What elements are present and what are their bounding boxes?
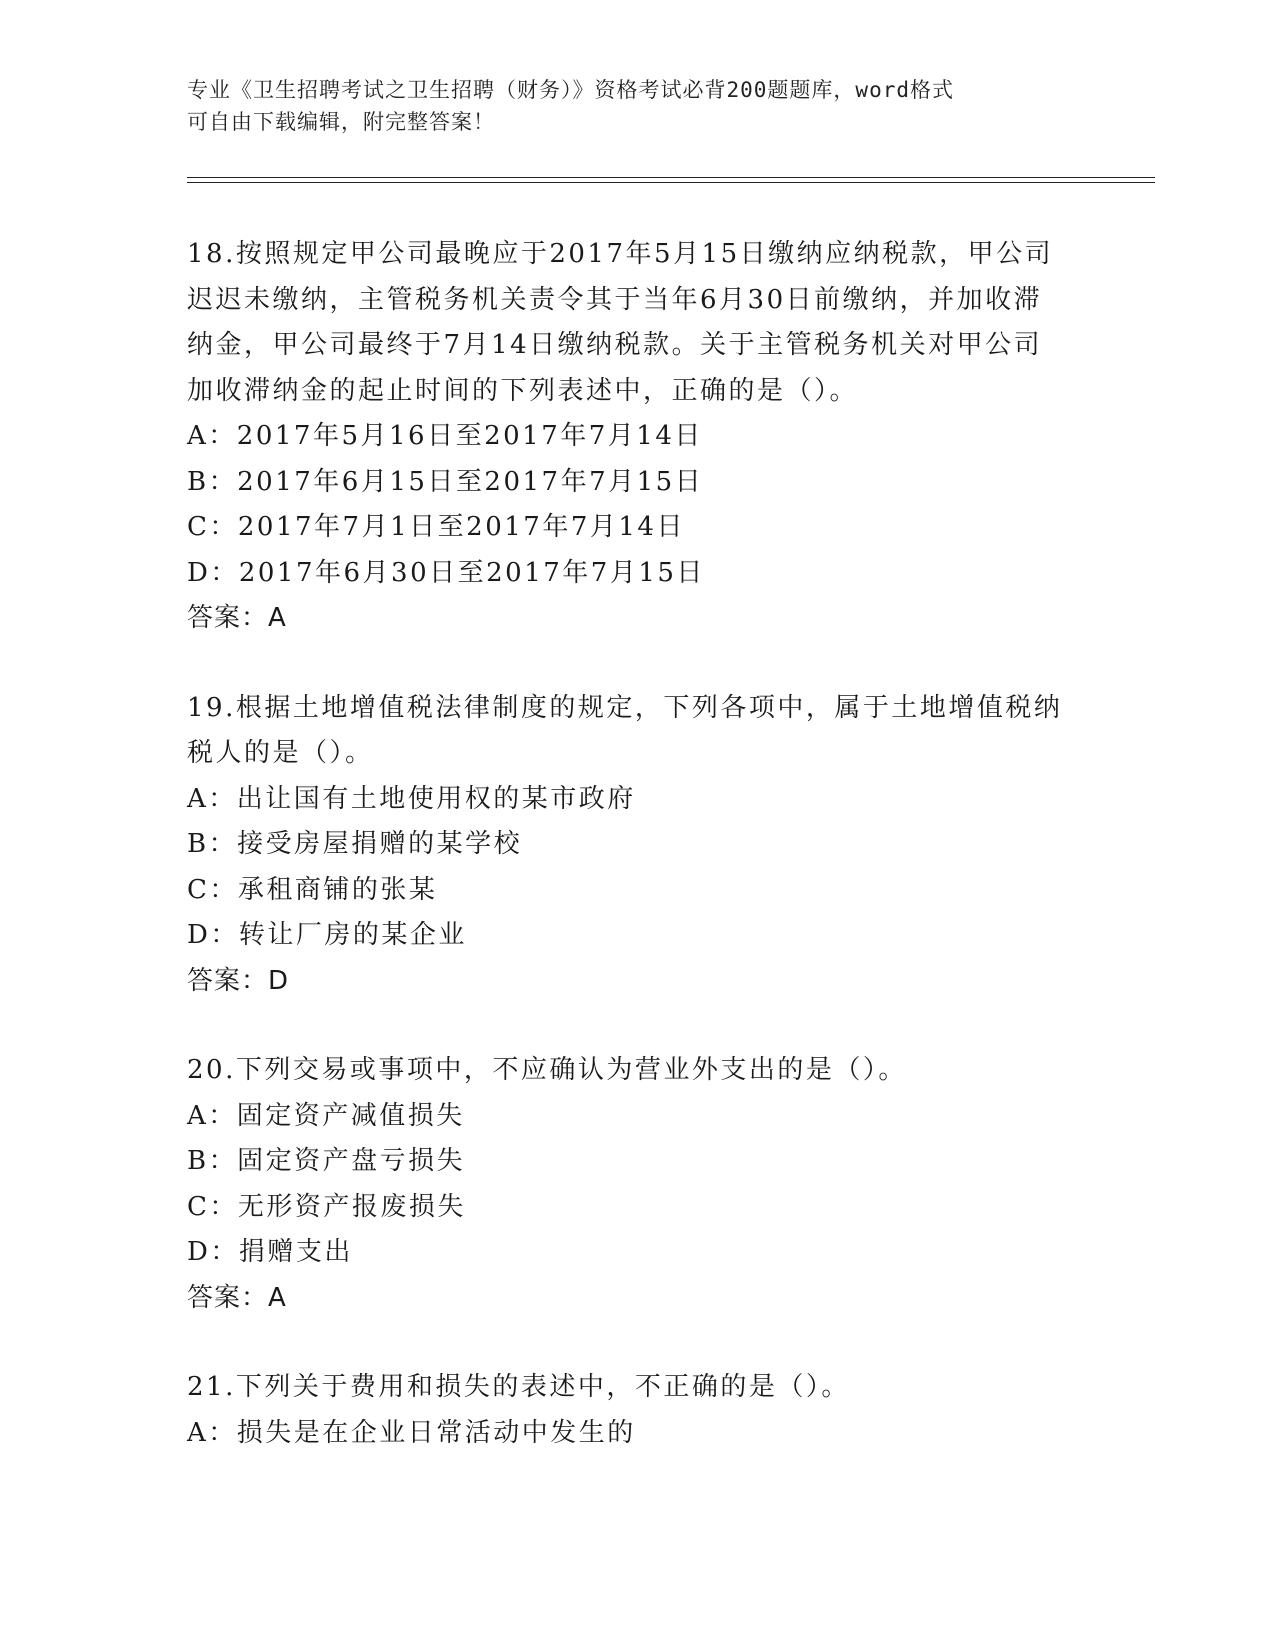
question-text-line: 20.下列交易或事项中，不应确认为营业外支出的是（）。 (187, 1055, 907, 1085)
option-d: D：2017年6月30日至2017年7月15日 (187, 557, 705, 588)
answer-line: 答案：D (187, 965, 290, 996)
question-text-line: 21.下列关于费用和损失的表述中，不正确的是（）。 (187, 1372, 850, 1402)
option-b: B：接受房屋捐赠的某学校 (187, 829, 523, 859)
option-a: A：2017年5月16日至2017年7月14日 (187, 421, 703, 451)
option-c: C：无形资产报废损失 (187, 1191, 466, 1222)
question-text-line: 19.根据土地增值税法律制度的规定，下列各项中，属于土地增值税纳 (187, 692, 1063, 723)
option-a: A：出让国有土地使用权的某市政府 (187, 783, 636, 814)
question-text-line: 18.按照规定甲公司最晚应于2017年5月15日缴纳应纳税款，甲公司 (187, 239, 1054, 269)
answer-line: 答案：A (187, 603, 287, 633)
question-text-line: 迟迟未缴纳，主管税务机关责令其于当年6月30日前缴纳，并加收滞 (187, 284, 1043, 315)
answer-line: 答案：A (187, 1282, 287, 1313)
option-c: C：2017年7月1日至2017年7月14日 (187, 512, 685, 542)
question-20 (187, 1048, 1087, 1321)
option-c: C：承租商铺的张某 (187, 874, 438, 905)
option-b: B：固定资产盘亏损失 (187, 1146, 466, 1176)
question-text-line: 税人的是（）。 (187, 738, 374, 768)
question-18 (187, 232, 1087, 642)
question-spacer (187, 1004, 1087, 1048)
option-a: A：损失是在企业日常活动中发生的 (187, 1417, 636, 1448)
question-spacer (187, 642, 1087, 686)
header-line-1: 专业《卫生招聘考试之卫生招聘（财务）》资格考试必背200题题库，word格式 (187, 78, 954, 102)
document-header (187, 74, 1067, 138)
header-divider-top (187, 177, 1155, 178)
option-a: A：固定资产减值损失 (187, 1100, 465, 1131)
question-list (187, 232, 1087, 1456)
question-19 (187, 686, 1087, 1005)
header-divider-bottom (187, 182, 1155, 183)
question-spacer (187, 1321, 1087, 1365)
question-21 (187, 1365, 1087, 1456)
header-line-2: 可自由下载编辑，附完整答案！ (187, 110, 495, 134)
option-d: D：转让厂房的某企业 (187, 920, 467, 950)
option-b: B：2017年6月15日至2017年7月15日 (187, 466, 704, 497)
question-text-line: 纳金，甲公司最终于7月14日缴纳税款。关于主管税务机关对甲公司 (187, 330, 1043, 360)
question-text-line: 加收滞纳金的起止时间的下列表述中，正确的是（）。 (187, 375, 859, 406)
option-d: D：捐赠支出 (187, 1237, 353, 1267)
